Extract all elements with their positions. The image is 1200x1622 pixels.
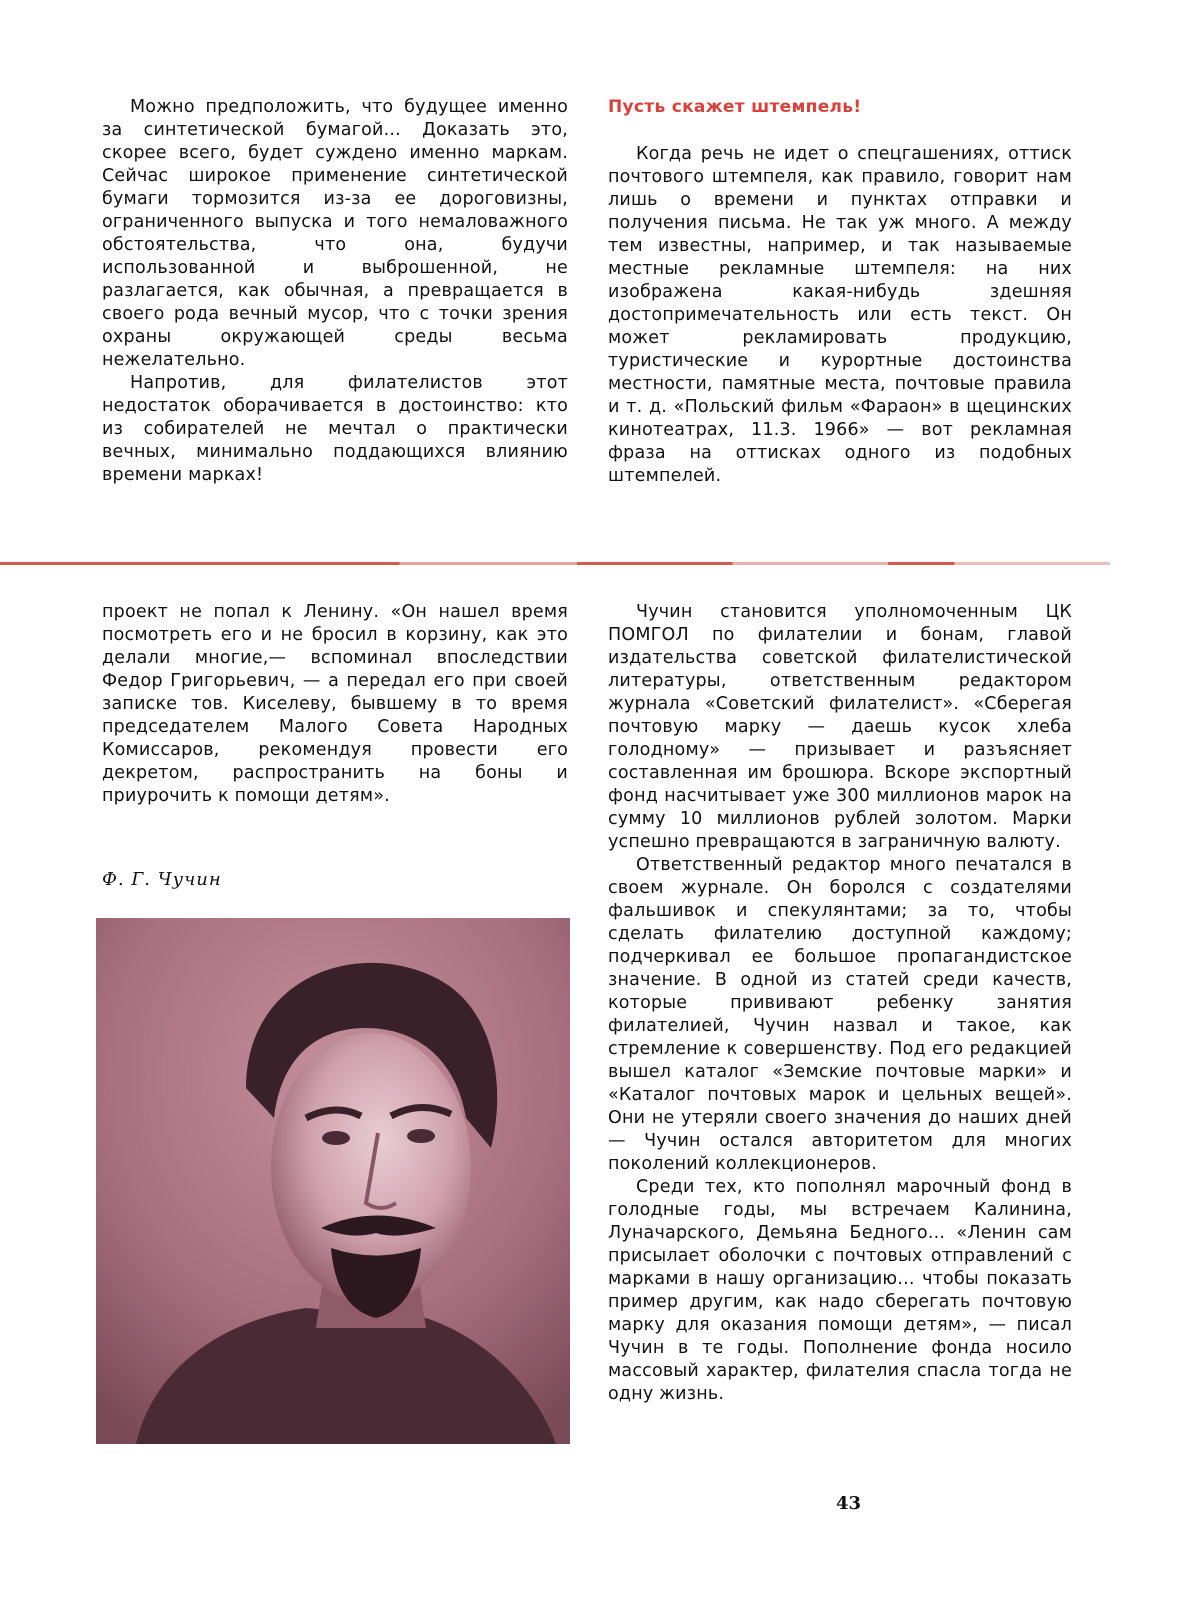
portrait-illustration bbox=[96, 918, 570, 1444]
paragraph: Ответственный редактор много печатался в своем журнале. Он боролся с создателями фальшивок и спекулянтами; за то, чтобы сделать филателию доступной каждому; подчеркивал ее большое пропагандистское значение. В одной из статей среди качеств, которые прививают ребенку занятия филателией, Чучин назвал и такое, как стремление к совершенству. Под его редакцией вышел каталог «Земские почтовые марки» и «Каталог почтовых марок и цельных вещей». Они не утеряли своего значения до наших дней— Чучин остался авторитетом для многих поколений коллекционеров. bbox=[608, 855, 1072, 1174]
paragraph: Напротив, для филателистов этот недостаток оборачивается в достоинство: кто из собирателей не мечтал о практически вечных, минимально поддающихся влиянию времени марках! bbox=[102, 373, 568, 485]
paragraph: Можно предположить, что будущее именно за синтетической бумагой... Доказать это, скорее всего, будет суждено именно маркам. Сейчас широкое применение синтетической бумаги тормозится из-за ее дороговизны, ограниченного выпуска и того немаловажного обстоятельства, что она, будучи использованной и выброшенной, не разлагается, как обычная, а превращается в своего рода вечный мусор, что с точки зрения охраны окружающей среды весьма нежелательно. bbox=[102, 97, 568, 370]
top-left-column bbox=[102, 96, 568, 487]
portrait-photo bbox=[96, 918, 570, 1444]
paragraph: Среди тех, кто пополнял марочный фонд в голодные годы, мы встречаем Калинина, Луначарского, Демьяна Бедного... «Ленин сам присылает оболочки с почтовых отправлений с марками в нашу организацию... чтобы показать пример другим, как надо сберегать почтовую марку для оказания помощи детям», — писал Чучин в те годы. Пополнение фонда носило массовый характер, филателия спасла тогда не одну жизнь. bbox=[608, 1177, 1072, 1404]
bottom-right-column bbox=[608, 601, 1072, 1406]
page-number: 43 bbox=[836, 1493, 862, 1514]
portrait-caption: Ф. Г. Чучин bbox=[102, 869, 222, 890]
paragraph: проект не попал к Ленину. «Он нашел время посмотреть его и не бросил в корзину, как это делали многие,— вспоминал впоследствии Федор Григорьевич, — а передал его при своей записке тов. Киселеву, бывшему в то время председателем Малого Совета Народных Комиссаров, рекомендуя провести его декретом, распространить на боны и приурочить к помощи детям». bbox=[102, 602, 568, 806]
paragraph: Чучин становится уполномоченным ЦК ПОМГОЛ по филателии и бонам, главой издательства советской филателистической литературы, ответственным редактором журнала «Советский филателист». «Сберегая почтовую марку — даешь кусок хлеба голодному» — призывает и разъясняет составленная им брошюра. Вскоре экспортный фонд насчитывает уже 300 миллионов марок на сумму 10 миллионов рублей золотом. Марки успешно превращаются в заграничную валюту. bbox=[608, 602, 1072, 852]
section-heading: Пусть скажет штемпель! bbox=[608, 97, 862, 117]
top-right-column bbox=[608, 96, 1072, 488]
bottom-left-column bbox=[102, 601, 568, 808]
section-divider bbox=[0, 562, 1110, 565]
paragraph: Когда речь не идет о спецгашениях, оттиск почтового штемпеля, как правило, говорит нам лишь о времени и пунктах отправки и получения письма. Не так уж много. А между тем известны, например, и так называемые местные рекламные штемпеля: на них изображена какая-нибудь здешняя достопримечательность или есть текст. Он может рекламировать продукцию, туристические и курортные достоинства местности, памятные места, почтовые правила и т. д. «Польский фильм «Фараон» в щецинских кинотеатрах, 11.3. 1966» — вот рекламная фраза на оттисках одного из подобных штемпелей. bbox=[608, 144, 1072, 486]
